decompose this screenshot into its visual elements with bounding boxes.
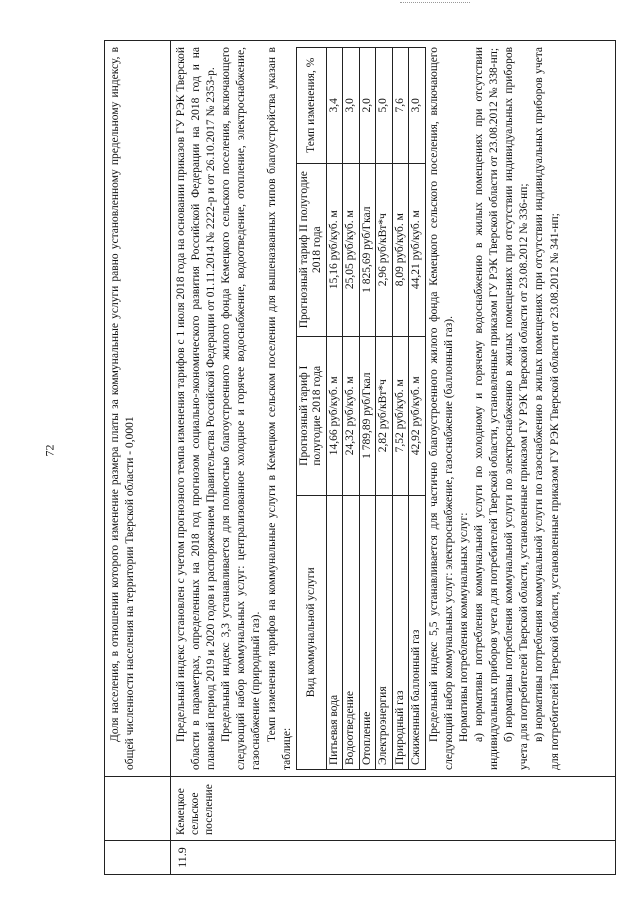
tariff-row [392, 48, 409, 770]
main-table [104, 40, 616, 875]
paragraph: Темп изменения тарифов на коммунальные услуги в Кемецком сельском поселении для вышеназванных типов благоустройства указан в таблице: [265, 47, 293, 770]
paragraph: б) нормативы потребления коммунальной услуги по электроснабжению в жилых помещениях при отсутствии индивидуальных приборов учета для потребителей Тверской области, установленные приказом ГУ РЭК Тверской области от 23.08.2012 № 336-нп; [503, 47, 531, 770]
tariff-h1: 2,82 руб/кВт*ч [376, 336, 393, 495]
change-rate: 3,4 [326, 48, 343, 164]
tariff-h1: 24,32 руб/куб. м [343, 336, 360, 495]
header-tariff-h1: Прогнозный тариф I полугодие 2018 года [296, 336, 326, 495]
paragraph: Предельный индекс 5,5 устанавливается для частично благоустроенного жилого фонда Кемецкого сельского поселения, включающего следующий набор коммунальных услуг: электроснабжение, газоснабжение (баллонный газ). [427, 47, 455, 770]
change-rate: 5,0 [376, 48, 393, 164]
tariff-row [343, 48, 360, 770]
paragraph: Предельный индекс установлен с учетом прогнозного темпа изменения тарифов с 1 июля 2018 года на основании приказов ГУ РЭК Тверской области в параметрах, определенных на 2018 год прогнозом социально-экономического развития Российской Федерации на 2018 год и на плановый период 2019 и 2020 годов и распоряжением Правительства Российской Федерации от 01.11.2014 № 2222-р и от 26.10.2017 № 2353-р. [175, 47, 218, 770]
tariff-h2: 15,16 руб/куб. м [326, 163, 343, 336]
tariff-h1: 42,92 руб/куб. м [409, 336, 426, 495]
tariff-h2: 1 825,69 руб/Гкал [359, 163, 376, 336]
intro-text: Доля населения, в отношении которого изменение размера платы за коммунальные услуги равно установленному предельному индексу, в общей численности населения на территории Тверской области - 0,0001 [109, 47, 137, 770]
service-name: Водоотведение [343, 495, 360, 769]
scan-mark [400, 2, 470, 3]
tariff-h1: 1 789,89 руб/Гкал [359, 336, 376, 495]
tariff-h1: 7,52 руб/куб. м [392, 336, 409, 495]
row-number: 11.9 [175, 847, 189, 868]
tariff-h2: 44,21 руб/куб. м [409, 163, 426, 336]
service-name: Природный газ [392, 495, 409, 769]
tariff-h2: 8,09 руб/куб. м [392, 163, 409, 336]
tariff-h2: 25,05 руб/куб. м [343, 163, 360, 336]
settlement-name: Кемецкое сельское поселение [175, 784, 215, 835]
service-name: Сжиженный баллонный газ [409, 495, 426, 769]
service-name: Электроэнергия [376, 495, 393, 769]
tariff-row [326, 48, 343, 770]
table-row [171, 41, 616, 875]
tariff-h2: 2,96 руб/кВт*ч [376, 163, 393, 336]
rotated-page-content [104, 40, 616, 875]
paragraph: Нормативы потребления коммунальных услуг: [457, 512, 470, 742]
paragraph: Предельный индекс 3,3 устанавливается для полностью благоустроенного жилого фонда Кемецкого сельского поселения, включающего следующий набор коммунальных услуг: централизованное холодное и горячее водоснабжение, водоотведение, отопление, электроснабжение, газоснабжение (природный газ). [220, 47, 263, 770]
table-row [105, 41, 171, 875]
paragraph: а) нормативы потребления коммунальной услуги по холодному и горячему водоснабжению в жилых помещениях при отсутствии индивидуальных приборов учета для потребителей Тверской области, установленные приказом ГУ РЭК Тверской области от 23.08.2012 № 338-нп; [473, 47, 501, 770]
change-rate: 2,0 [359, 48, 376, 164]
paragraph: в) нормативы потребления коммунальной услуги по газоснабжению в жилых помещениях при отсутствии индивидуальных приборов учета для потребителей Тверской области, установленные приказом ГУ РЭК Тверской области от 23.08.2012 № 341-нп; [533, 47, 561, 770]
service-name: Отопление [359, 495, 376, 769]
service-name: Питьевая вода [326, 495, 343, 769]
change-rate: 7,6 [392, 48, 409, 164]
tariff-row [409, 48, 426, 770]
tariff-table [296, 47, 426, 770]
tariff-h1: 14,66 руб/куб. м [326, 336, 343, 495]
header-tariff-h2: Прогнозный тариф II полугодие 2018 года [296, 163, 326, 336]
page-number: 72 [42, 444, 57, 457]
tariff-header-row [296, 48, 326, 770]
tariff-row [376, 48, 393, 770]
tariff-row [359, 48, 376, 770]
header-change-rate: Темп изменения, % [296, 48, 326, 164]
header-service: Вид коммунальной услуги [296, 495, 326, 769]
change-rate: 3,0 [343, 48, 360, 164]
change-rate: 3,0 [409, 48, 426, 164]
